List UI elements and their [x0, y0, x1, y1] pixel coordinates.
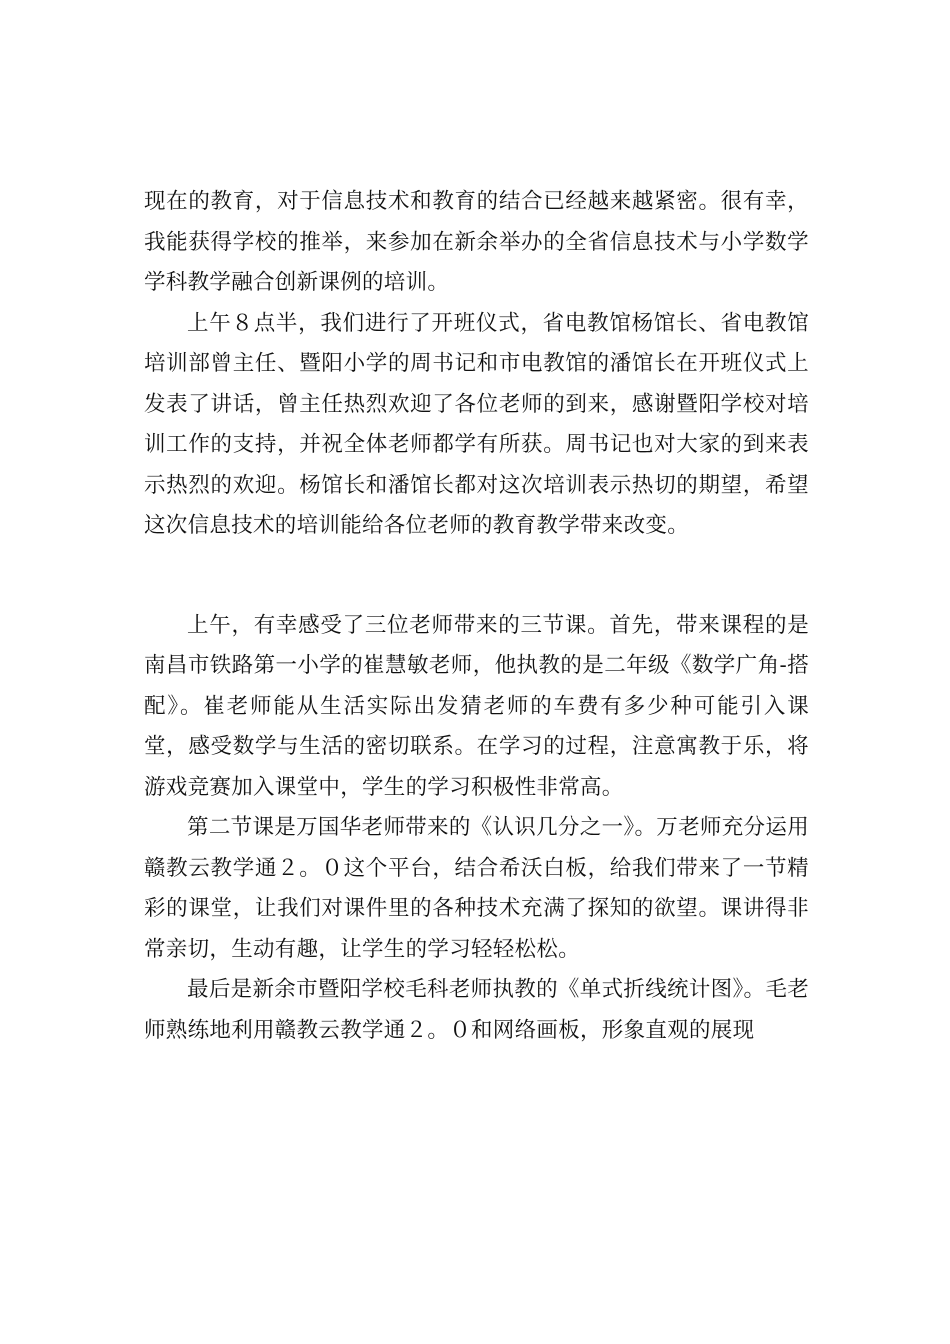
paragraph-opening-ceremony: 上午８点半，我们进行了开班仪式，省电教馆杨馆长、省电教馆培训部曾主任、暨阳小学的周书记和市电教馆的潘馆长在开班仪式上发表了讲话，曾主任热烈欢迎了各位老师的到来，感谢暨阳学校对培训工作的支持，并祝全体老师都学有所获。周书记也对大家的到来表示热烈的欢迎。杨馆长和潘馆长都对这次培训表示热切的期望，希望这次信息技术的培训能给各位老师的教育教学带来改变。 — [144, 310, 809, 538]
paragraph-second-lesson: 第二节课是万国华老师带来的《认识几分之一》。万老师充分运用赣教云教学通２。０这个平台，结合希沃白板，给我们带来了一节精彩的课堂，让我们对课件里的各种技术充满了探知的欲望。课讲得非常亲切，生动有趣，让学生的学习轻轻松松。 — [144, 815, 809, 962]
paragraph-first-lesson: 上午，有幸感受了三位老师带来的三节课。首先，带来课程的是南昌市铁路第一小学的崔慧敏老师，他执教的是二年级《数学广角-搭配》。崔老师能从生活实际出发猜老师的车费有多少种可能引入课堂，感受数学与生活的密切联系。在学习的过程，注意寓教于乐，将游戏竞赛加入课堂中，学生的学习积极性非常高。 — [144, 612, 809, 800]
document-body — [144, 182, 809, 1051]
paragraph-intro: 现在的教育，对于信息技术和教育的结合已经越来越紧密。很有幸，我能获得学校的推举，来参加在新余举办的全省信息技术与小学数学学科教学融合创新课例的培训。 — [144, 189, 809, 295]
paragraph-third-lesson: 最后是新余市暨阳学校毛科老师执教的《单式折线统计图》。毛老师熟练地利用赣教云教学通２。０和网络画板，形象直观的展现 — [144, 977, 809, 1043]
